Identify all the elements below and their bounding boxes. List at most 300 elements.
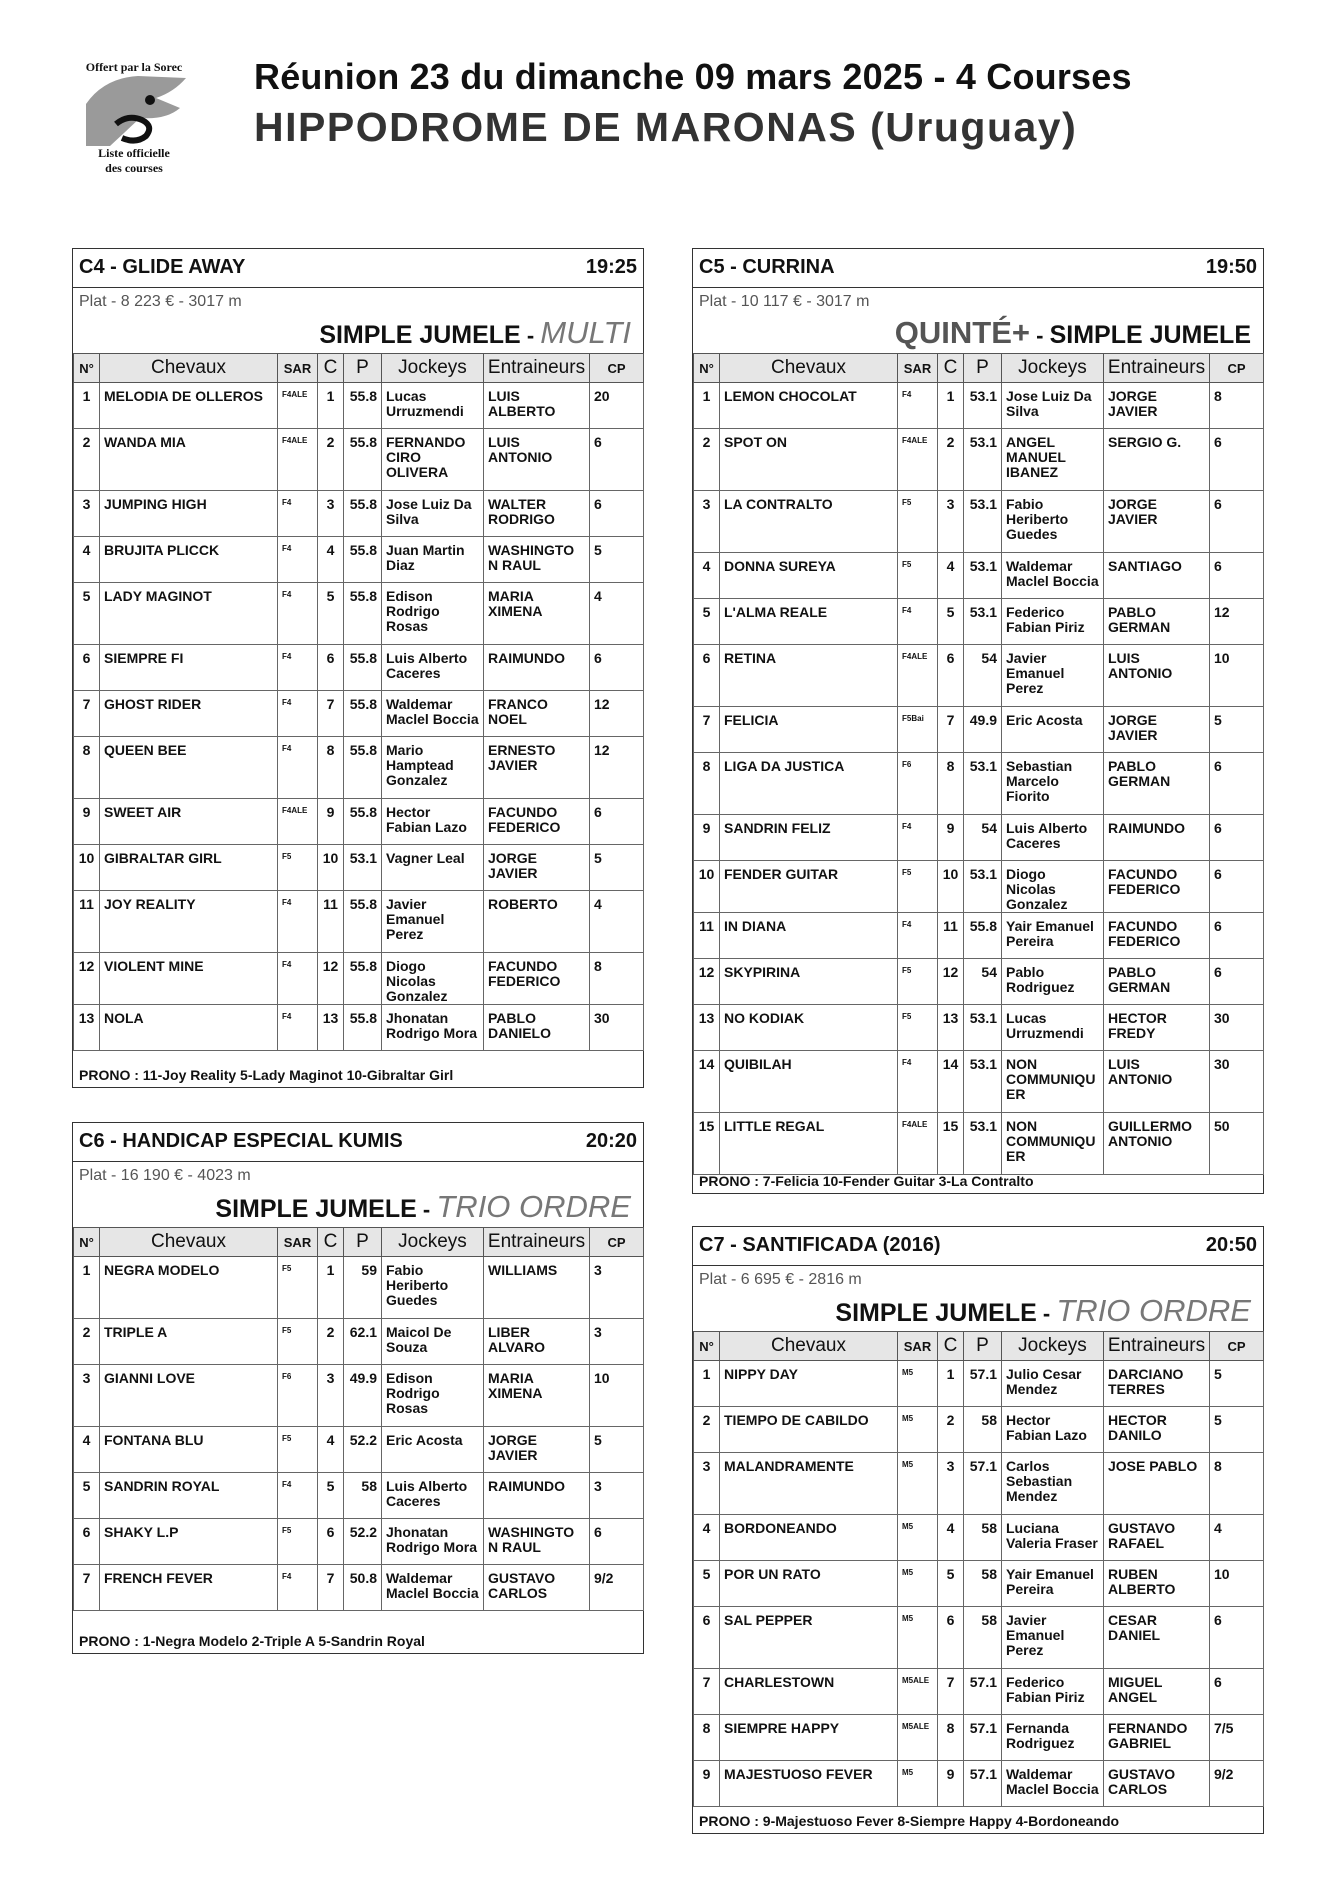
jockey-name: Javier Emanuel Perez [1002, 645, 1104, 707]
runner-number: 1 [74, 383, 100, 429]
jockey-name: NON COMMUNIQU ER [1002, 1113, 1104, 1175]
odds: 9/2 [590, 1565, 644, 1611]
jockey-name: Waldemar Maclel Boccia [1002, 1761, 1104, 1807]
jockey-name: Eric Acosta [1002, 707, 1104, 753]
odds: 6 [1210, 491, 1264, 553]
sar-code: F5 [898, 553, 938, 599]
runner-number: 3 [694, 491, 720, 553]
race-title: C6 - HANDICAP ESPECIAL KUMIS [79, 1130, 403, 1152]
cord: 6 [938, 645, 964, 707]
col-sar: SAR [898, 1332, 938, 1361]
bet-alt: TRIO ORDRE [1056, 1293, 1251, 1328]
sar-code: F4ALE [898, 645, 938, 707]
horse-name: BORDONEANDO [720, 1515, 898, 1561]
runner-number: 14 [694, 1051, 720, 1113]
jockey-name: Federico Fabian Piriz [1002, 1669, 1104, 1715]
col-entraineurs: Entraineurs [1104, 354, 1210, 383]
weight: 58 [964, 1561, 1002, 1607]
cord: 12 [938, 959, 964, 1005]
horse-name: SAL PEPPER [720, 1607, 898, 1669]
trainer-name: FACUNDO FEDERICO [1104, 861, 1210, 913]
table-row [74, 891, 644, 953]
table-row [694, 599, 1264, 645]
horse-name: BRUJITA PLICCK [100, 537, 278, 583]
jockey-name: Juan Martin Diaz [382, 537, 484, 583]
weight: 57.1 [964, 1669, 1002, 1715]
sar-code: F4 [278, 953, 318, 1005]
sar-code: F4 [898, 383, 938, 429]
table-row [74, 429, 644, 491]
bet-types [835, 1293, 1251, 1329]
col-sar: SAR [898, 354, 938, 383]
odds: 6 [590, 799, 644, 845]
trainer-name: FERNANDO GABRIEL [1104, 1715, 1210, 1761]
table-row [694, 1113, 1264, 1175]
sar-code: F4ALE [278, 383, 318, 429]
sar-code: F4 [278, 1473, 318, 1519]
cord: 14 [938, 1051, 964, 1113]
weight: 55.8 [344, 537, 382, 583]
runner-number: 9 [694, 815, 720, 861]
sar-code: F4 [898, 913, 938, 959]
horse-name: TIEMPO DE CABILDO [720, 1407, 898, 1453]
runner-number: 2 [74, 1319, 100, 1365]
horse-name: NOLA [100, 1005, 278, 1051]
bet-alt: MULTI [540, 315, 631, 350]
bet-types [895, 315, 1251, 351]
odds: 6 [1210, 913, 1264, 959]
trainer-name: SANTIAGO [1104, 553, 1210, 599]
odds: 6 [1210, 1669, 1264, 1715]
weight: 49.9 [344, 1365, 382, 1427]
table-header-row [694, 354, 1264, 383]
weight: 55.8 [344, 799, 382, 845]
sar-code: F4 [278, 491, 318, 537]
race-time: 20:50 [1205, 1234, 1257, 1256]
col-c: C [318, 1228, 344, 1257]
weight: 53.1 [344, 845, 382, 891]
jockey-name: Fabio Heriberto Guedes [1002, 491, 1104, 553]
trainer-name: HECTOR DANILO [1104, 1407, 1210, 1453]
table-row [74, 1005, 644, 1051]
runner-number: 10 [694, 861, 720, 913]
cord: 5 [938, 599, 964, 645]
weight: 55.8 [344, 583, 382, 645]
trainer-name: HECTOR FREDY [1104, 1005, 1210, 1051]
sar-code: F5 [278, 1319, 318, 1365]
jockey-name: Lucas Urruzmendi [382, 383, 484, 429]
odds: 3 [590, 1473, 644, 1519]
weight: 62.1 [344, 1319, 382, 1365]
trainer-name: LIBER ALVARO [484, 1319, 590, 1365]
runners-table [73, 1227, 644, 1611]
col-jockeys: Jockeys [1002, 1332, 1104, 1361]
table-row [74, 1473, 644, 1519]
cord: 13 [318, 1005, 344, 1051]
horse-name: CHARLESTOWN [720, 1669, 898, 1715]
odds: 5 [1210, 707, 1264, 753]
bet-separator: - [416, 1197, 437, 1222]
weight: 55.8 [344, 429, 382, 491]
sar-code: M5 [898, 1515, 938, 1561]
jockey-name: Edison Rodrigo Rosas [382, 583, 484, 645]
cord: 15 [938, 1113, 964, 1175]
col-chevaux: Chevaux [720, 354, 898, 383]
horse-name: QUIBILAH [720, 1051, 898, 1113]
table-header-row [74, 354, 644, 383]
weight: 53.1 [964, 753, 1002, 815]
horse-name: LADY MAGINOT [100, 583, 278, 645]
table-row [694, 383, 1264, 429]
runners-table [73, 353, 644, 1051]
cord: 7 [318, 1565, 344, 1611]
horse-name: JUMPING HIGH [100, 491, 278, 537]
horse-name: NO KODIAK [720, 1005, 898, 1051]
sar-code: F4ALE [278, 429, 318, 491]
sar-code: M5 [898, 1361, 938, 1407]
jockey-name: Diogo Nicolas Gonzalez [382, 953, 484, 1005]
runner-number: 3 [74, 491, 100, 537]
jockey-name: Javier Emanuel Perez [382, 891, 484, 953]
cord: 1 [938, 1361, 964, 1407]
weight: 52.2 [344, 1519, 382, 1565]
jockey-name: Luis Alberto Caceres [382, 645, 484, 691]
horse-name: LA CONTRALTO [720, 491, 898, 553]
weight: 59 [344, 1257, 382, 1319]
horse-name: SPOT ON [720, 429, 898, 491]
weight: 58 [344, 1473, 382, 1519]
runner-number: 12 [74, 953, 100, 1005]
sar-code: F4ALE [898, 1113, 938, 1175]
weight: 57.1 [964, 1453, 1002, 1515]
jockey-name: Waldemar Maclel Boccia [382, 1565, 484, 1611]
race-card-c5 [692, 248, 1264, 1194]
odds: 10 [590, 1365, 644, 1427]
bet-main: SIMPLE JUMELE [1049, 321, 1251, 349]
jockey-name: Lucas Urruzmendi [1002, 1005, 1104, 1051]
race-conditions: Plat - 6 695 € - 2816 m [699, 1271, 862, 1288]
sar-code: F6 [898, 753, 938, 815]
race-conditions: Plat - 16 190 € - 4023 m [79, 1167, 251, 1184]
sar-code: F4 [898, 1051, 938, 1113]
col-cp: CP [590, 1228, 644, 1257]
jockey-name: Jhonatan Rodrigo Mora [382, 1005, 484, 1051]
sar-code: F4 [898, 599, 938, 645]
bet-separator: - [1030, 323, 1050, 348]
cord: 12 [318, 953, 344, 1005]
bet-alt: TRIO ORDRE [436, 1189, 631, 1224]
trainer-name: JORGE JAVIER [1104, 491, 1210, 553]
horse-name: GIANNI LOVE [100, 1365, 278, 1427]
weight: 54 [964, 959, 1002, 1005]
weight: 58 [964, 1515, 1002, 1561]
cord: 6 [938, 1607, 964, 1669]
runner-number: 7 [74, 691, 100, 737]
horse-name: QUEEN BEE [100, 737, 278, 799]
sar-code: F4ALE [898, 429, 938, 491]
runner-number: 8 [694, 753, 720, 815]
bet-main: SIMPLE JUMELE [319, 321, 521, 349]
weight: 55.8 [344, 1005, 382, 1051]
weight: 57.1 [964, 1715, 1002, 1761]
col-n: N° [74, 1228, 100, 1257]
runner-number: 15 [694, 1113, 720, 1175]
table-row [694, 815, 1264, 861]
horse-name: GIBRALTAR GIRL [100, 845, 278, 891]
jockey-name: Eric Acosta [382, 1427, 484, 1473]
table-row [694, 1453, 1264, 1515]
trainer-name: JORGE JAVIER [484, 1427, 590, 1473]
runners-table [693, 353, 1264, 1175]
horse-name: SHAKY L.P [100, 1519, 278, 1565]
col-chevaux: Chevaux [100, 1228, 278, 1257]
trainer-name: LUIS ANTONIO [1104, 1051, 1210, 1113]
trainer-name: LUIS ANTONIO [1104, 645, 1210, 707]
odds: 10 [1210, 1561, 1264, 1607]
sar-code: F5 [278, 845, 318, 891]
table-row [74, 845, 644, 891]
sar-code: F4ALE [278, 799, 318, 845]
sar-code: F4 [278, 737, 318, 799]
cord: 5 [938, 1561, 964, 1607]
col-jockeys: Jockeys [1002, 354, 1104, 383]
odds: 12 [1210, 599, 1264, 645]
col-n: N° [694, 354, 720, 383]
sar-code: M5ALE [898, 1715, 938, 1761]
cord: 1 [938, 383, 964, 429]
sar-code: F4 [278, 1005, 318, 1051]
trainer-name: WASHINGTO N RAUL [484, 1519, 590, 1565]
sar-code: F5 [278, 1427, 318, 1473]
odds: 3 [590, 1319, 644, 1365]
table-row [74, 691, 644, 737]
jockey-name: Hector Fabian Lazo [1002, 1407, 1104, 1453]
bet-quinte: QUINTÉ+ [894, 315, 1031, 350]
col-n: N° [694, 1332, 720, 1361]
weight: 49.9 [964, 707, 1002, 753]
col-c: C [938, 1332, 964, 1361]
table-row [74, 1257, 644, 1319]
weight: 53.1 [964, 1005, 1002, 1051]
horse-name: VIOLENT MINE [100, 953, 278, 1005]
col-sar: SAR [278, 354, 318, 383]
jockey-name: FERNANDO CIRO OLIVERA [382, 429, 484, 491]
horse-name: FENDER GUITAR [720, 861, 898, 913]
cord: 2 [318, 1319, 344, 1365]
cord: 2 [938, 1407, 964, 1453]
runner-number: 6 [74, 645, 100, 691]
col-entraineurs: Entraineurs [484, 354, 590, 383]
horse-name: FRENCH FEVER [100, 1565, 278, 1611]
bet-separator: - [520, 323, 541, 348]
odds: 6 [1210, 861, 1264, 913]
race-card-c7 [692, 1226, 1264, 1834]
odds: 4 [590, 891, 644, 953]
col-c: C [938, 354, 964, 383]
weight: 55.8 [344, 691, 382, 737]
cord: 13 [938, 1005, 964, 1051]
trainer-name: PABLO DANIELO [484, 1005, 590, 1051]
trainer-name: LUIS ALBERTO [484, 383, 590, 429]
odds: 6 [1210, 753, 1264, 815]
horse-name: SANDRIN FELIZ [720, 815, 898, 861]
trainer-name: JOSE PABLO [1104, 1453, 1210, 1515]
table-row [694, 1761, 1264, 1807]
trainer-name: JORGE JAVIER [1104, 707, 1210, 753]
trainer-name: FACUNDO FEDERICO [484, 953, 590, 1005]
weight: 57.1 [964, 1761, 1002, 1807]
table-row [694, 1669, 1264, 1715]
horse-name: JOY REALITY [100, 891, 278, 953]
odds: 5 [590, 537, 644, 583]
race-conditions: Plat - 10 117 € - 3017 m [699, 293, 870, 310]
trainer-name: PABLO GERMAN [1104, 753, 1210, 815]
odds: 8 [1210, 1453, 1264, 1515]
horse-name: MELODIA DE OLLEROS [100, 383, 278, 429]
horse-name: MAJESTUOSO FEVER [720, 1761, 898, 1807]
weight: 55.8 [344, 737, 382, 799]
prono: PRONO : 9-Majestuoso Fever 8-Siempre Happy 4-Bordoneando [699, 1813, 1120, 1829]
weight: 53.1 [964, 553, 1002, 599]
weight: 54 [964, 645, 1002, 707]
odds: 30 [590, 1005, 644, 1051]
weight: 53.1 [964, 861, 1002, 913]
odds: 6 [1210, 1607, 1264, 1669]
odds: 9/2 [1210, 1761, 1264, 1807]
prono: PRONO : 1-Negra Modelo 2-Triple A 5-Sandrin Royal [79, 1633, 425, 1649]
table-row [74, 1427, 644, 1473]
logo-top-text: Offert par la Sorec [85, 60, 183, 74]
race-time: 19:25 [585, 256, 637, 278]
table-row [694, 959, 1264, 1005]
logo-bottom-text-2: des courses [105, 161, 163, 175]
horse-name: LITTLE REGAL [720, 1113, 898, 1175]
trainer-name: RUBEN ALBERTO [1104, 1561, 1210, 1607]
cord: 3 [938, 1453, 964, 1515]
runner-number: 1 [694, 1361, 720, 1407]
runner-number: 9 [74, 799, 100, 845]
runner-number: 12 [694, 959, 720, 1005]
sar-code: M5ALE [898, 1669, 938, 1715]
sar-code: F4 [898, 815, 938, 861]
runner-number: 2 [74, 429, 100, 491]
jockey-name: Jhonatan Rodrigo Mora [382, 1519, 484, 1565]
jockey-name: Javier Emanuel Perez [1002, 1607, 1104, 1669]
table-row [74, 1519, 644, 1565]
odds: 6 [590, 1519, 644, 1565]
logo-bottom-text-1: Liste officielle [98, 146, 170, 160]
jockey-name: Vagner Leal [382, 845, 484, 891]
odds: 30 [1210, 1051, 1264, 1113]
prono: PRONO : 7-Felicia 10-Fender Guitar 3-La Contralto [699, 1173, 1034, 1189]
trainer-name: MARIA XIMENA [484, 1365, 590, 1427]
odds: 10 [1210, 645, 1264, 707]
col-jockeys: Jockeys [382, 354, 484, 383]
cord: 4 [938, 553, 964, 599]
jockey-name: Waldemar Maclel Boccia [1002, 553, 1104, 599]
table-row [694, 861, 1264, 913]
jockey-name: Mario Hamptead Gonzalez [382, 737, 484, 799]
table-row [74, 1319, 644, 1365]
sar-code: F5 [898, 861, 938, 913]
jockey-name: Jose Luiz Da Silva [1002, 383, 1104, 429]
odds: 5 [590, 845, 644, 891]
table-header-row [694, 1332, 1264, 1361]
odds: 6 [1210, 429, 1264, 491]
cord: 1 [318, 383, 344, 429]
cord: 3 [938, 491, 964, 553]
table-row [694, 429, 1264, 491]
table-row [74, 383, 644, 429]
table-row [694, 491, 1264, 553]
trainer-name: GUSTAVO RAFAEL [1104, 1515, 1210, 1561]
race-title: C4 - GLIDE AWAY [79, 256, 246, 278]
sar-code: F5 [278, 1257, 318, 1319]
race-card-c4 [72, 248, 644, 1088]
race-time: 20:20 [585, 1130, 637, 1152]
sar-code: F4 [278, 645, 318, 691]
runner-number: 4 [74, 537, 100, 583]
col-p: P [344, 354, 382, 383]
trainer-name: DARCIANO TERRES [1104, 1361, 1210, 1407]
trainer-name: WILLIAMS [484, 1257, 590, 1319]
odds: 6 [1210, 815, 1264, 861]
runner-number: 3 [74, 1365, 100, 1427]
jockey-name: Fabio Heriberto Guedes [382, 1257, 484, 1319]
jockey-name: Yair Emanuel Pereira [1002, 913, 1104, 959]
bet-types [215, 1189, 631, 1225]
runner-number: 6 [694, 1607, 720, 1669]
trainer-name: ROBERTO [484, 891, 590, 953]
odds: 3 [590, 1257, 644, 1319]
table-row [74, 491, 644, 537]
horse-name: NIPPY DAY [720, 1361, 898, 1407]
table-row [694, 1361, 1264, 1407]
jockey-name: ANGEL MANUEL IBANEZ [1002, 429, 1104, 491]
runner-number: 9 [694, 1761, 720, 1807]
sar-code: M5 [898, 1407, 938, 1453]
runners-table [693, 1331, 1264, 1807]
weight: 54 [964, 815, 1002, 861]
jockey-name: Luis Alberto Caceres [382, 1473, 484, 1519]
bet-main: SIMPLE JUMELE [835, 1299, 1037, 1327]
weight: 52.2 [344, 1427, 382, 1473]
cord: 9 [318, 799, 344, 845]
jockey-name: Sebastian Marcelo Fiorito [1002, 753, 1104, 815]
trainer-name: WASHINGTO N RAUL [484, 537, 590, 583]
horse-name: SANDRIN ROYAL [100, 1473, 278, 1519]
table-row [694, 1607, 1264, 1669]
col-cp: CP [1210, 354, 1264, 383]
odds: 6 [590, 429, 644, 491]
horse-name: RETINA [720, 645, 898, 707]
horse-name: GHOST RIDER [100, 691, 278, 737]
horse-name: LIGA DA JUSTICA [720, 753, 898, 815]
cord: 4 [318, 1427, 344, 1473]
cord: 3 [318, 491, 344, 537]
odds: 7/5 [1210, 1715, 1264, 1761]
horse-name: SIEMPRE FI [100, 645, 278, 691]
runner-number: 2 [694, 1407, 720, 1453]
table-row [694, 1515, 1264, 1561]
odds: 5 [590, 1427, 644, 1473]
jockey-name: Federico Fabian Piriz [1002, 599, 1104, 645]
runner-number: 4 [694, 553, 720, 599]
cord: 7 [938, 1669, 964, 1715]
table-row [74, 799, 644, 845]
col-p: P [344, 1228, 382, 1257]
jockey-name: Edison Rodrigo Rosas [382, 1365, 484, 1427]
